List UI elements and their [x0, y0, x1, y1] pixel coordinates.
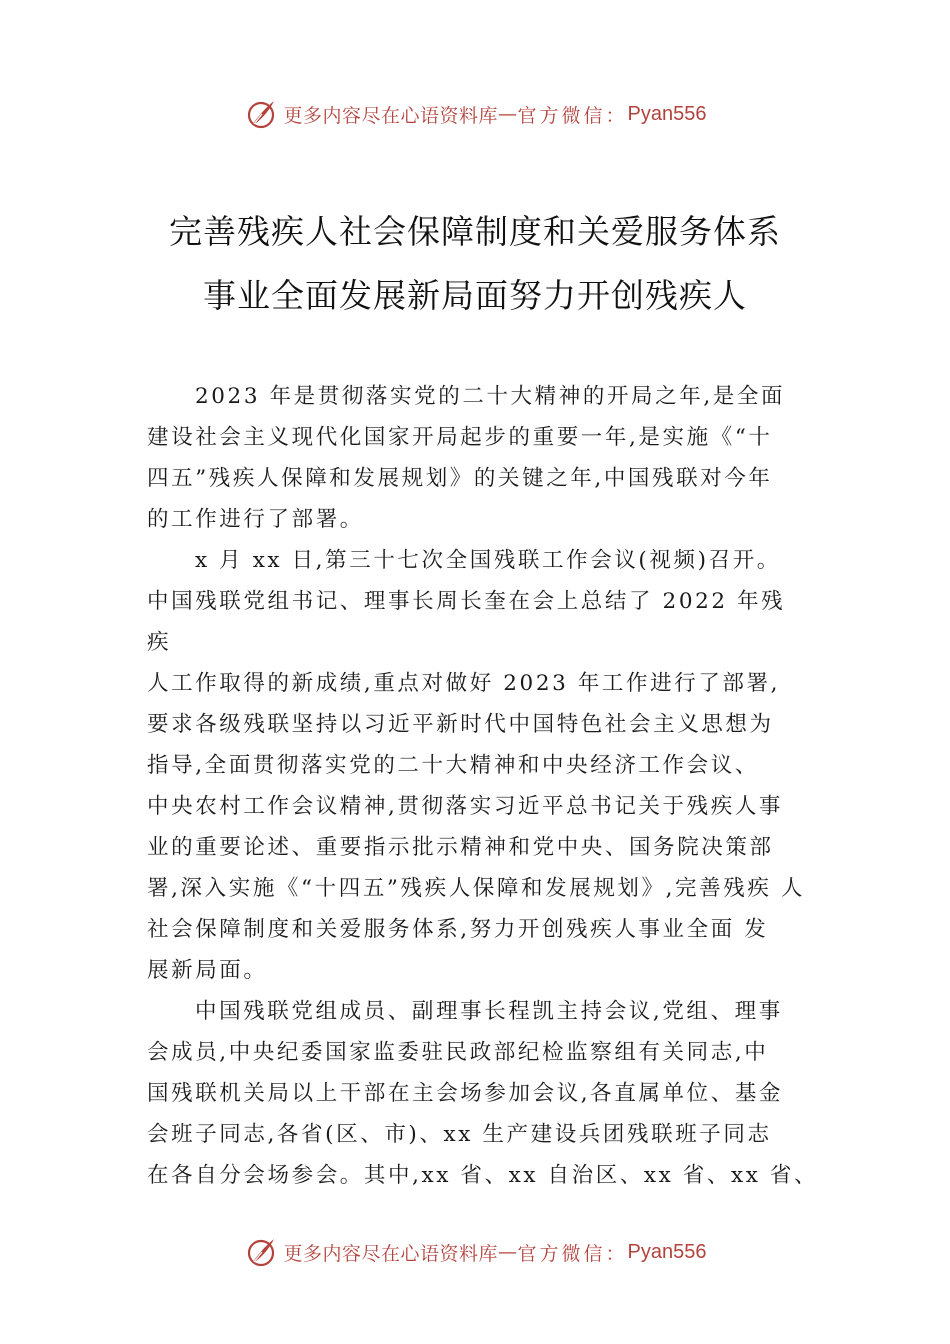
- body-line: 会班子同志,各省(区、市)、xx 生产建设兵团残联班子同志: [147, 1122, 772, 1147]
- body-line: x 月 xx 日,第三十七次全国残联工作会议(视频)召开。: [195, 548, 781, 573]
- body-line: 指导,全面贯彻落实党的二十大精神和中央经济工作会议、: [147, 753, 759, 778]
- body-line: 中国残联党组成员、副理事长程凯主持会议,党组、理事: [195, 999, 783, 1024]
- body-line: 社会保障制度和关爱服务体系,努力开创残疾人事业全面 发: [147, 917, 769, 942]
- body-line: 四五”残疾人保障和发展规划》的关键之年,中国残联对今年: [147, 466, 773, 491]
- body-line: 国残联机关局以上干部在主会场参加会议,各直属单位、基金: [147, 1081, 784, 1106]
- body-line: 在各自分会场参会。其中,xx 省、xx 自治区、xx 省、xx 省、: [147, 1163, 819, 1188]
- document-title-line-1: 完善残疾人社会保障制度和关爱服务体系: [169, 212, 781, 251]
- body-line: 中央农村工作会议精神,贯彻落实习近平总书记关于残疾人事: [147, 794, 784, 819]
- body-line: 疾: [147, 630, 172, 655]
- watermark-separator: —: [498, 1241, 518, 1263]
- watermark-label: 官方微信：: [517, 104, 628, 127]
- watermark-brand-text: 更多内容尽在心语资料库: [283, 1242, 499, 1265]
- body-line: 展新局面。: [147, 958, 268, 983]
- watermark-wechat-id: Pyan556: [627, 102, 707, 125]
- footer-watermark: [0, 1232, 950, 1272]
- body-line: 的工作进行了部署。: [147, 507, 364, 532]
- quill-logo-icon: [244, 97, 278, 131]
- body-line: 署,深入实施《“十四五”残疾人保障和发展规划》,完善残疾 人: [147, 876, 805, 901]
- body-line: 会成员,中央纪委国家监委驻民政部纪检监察组有关同志,中: [147, 1040, 769, 1065]
- body-line: 2023 年是贯彻落实党的二十大精神的开局之年,是全面: [195, 384, 786, 409]
- watermark-brand-text: 更多内容尽在心语资料库: [283, 104, 499, 127]
- document-body: [147, 376, 819, 1196]
- body-line: 中国残联党组书记、理事长周长奎在会上总结了 2022 年残: [147, 589, 786, 614]
- header-watermark: [0, 94, 950, 134]
- body-line: 建设社会主义现代化国家开局起步的重要一年,是实施《“十: [147, 425, 773, 450]
- body-line: 业的重要论述、重要指示批示精神和党中央、国务院决策部: [147, 835, 774, 860]
- watermark-separator: —: [498, 103, 518, 125]
- quill-logo-icon: [244, 1235, 278, 1269]
- body-line: 人工作取得的新成绩,重点对做好 2023 年工作进行了部署,: [147, 671, 781, 696]
- body-line: 要求各级残联坚持以习近平新时代中国特色社会主义思想为: [147, 712, 774, 737]
- watermark-label: 官方微信：: [517, 1242, 628, 1265]
- watermark-wechat-id: Pyan556: [627, 1240, 707, 1263]
- document-title-line-2: 事业全面发展新局面努力开创残疾人: [203, 276, 747, 315]
